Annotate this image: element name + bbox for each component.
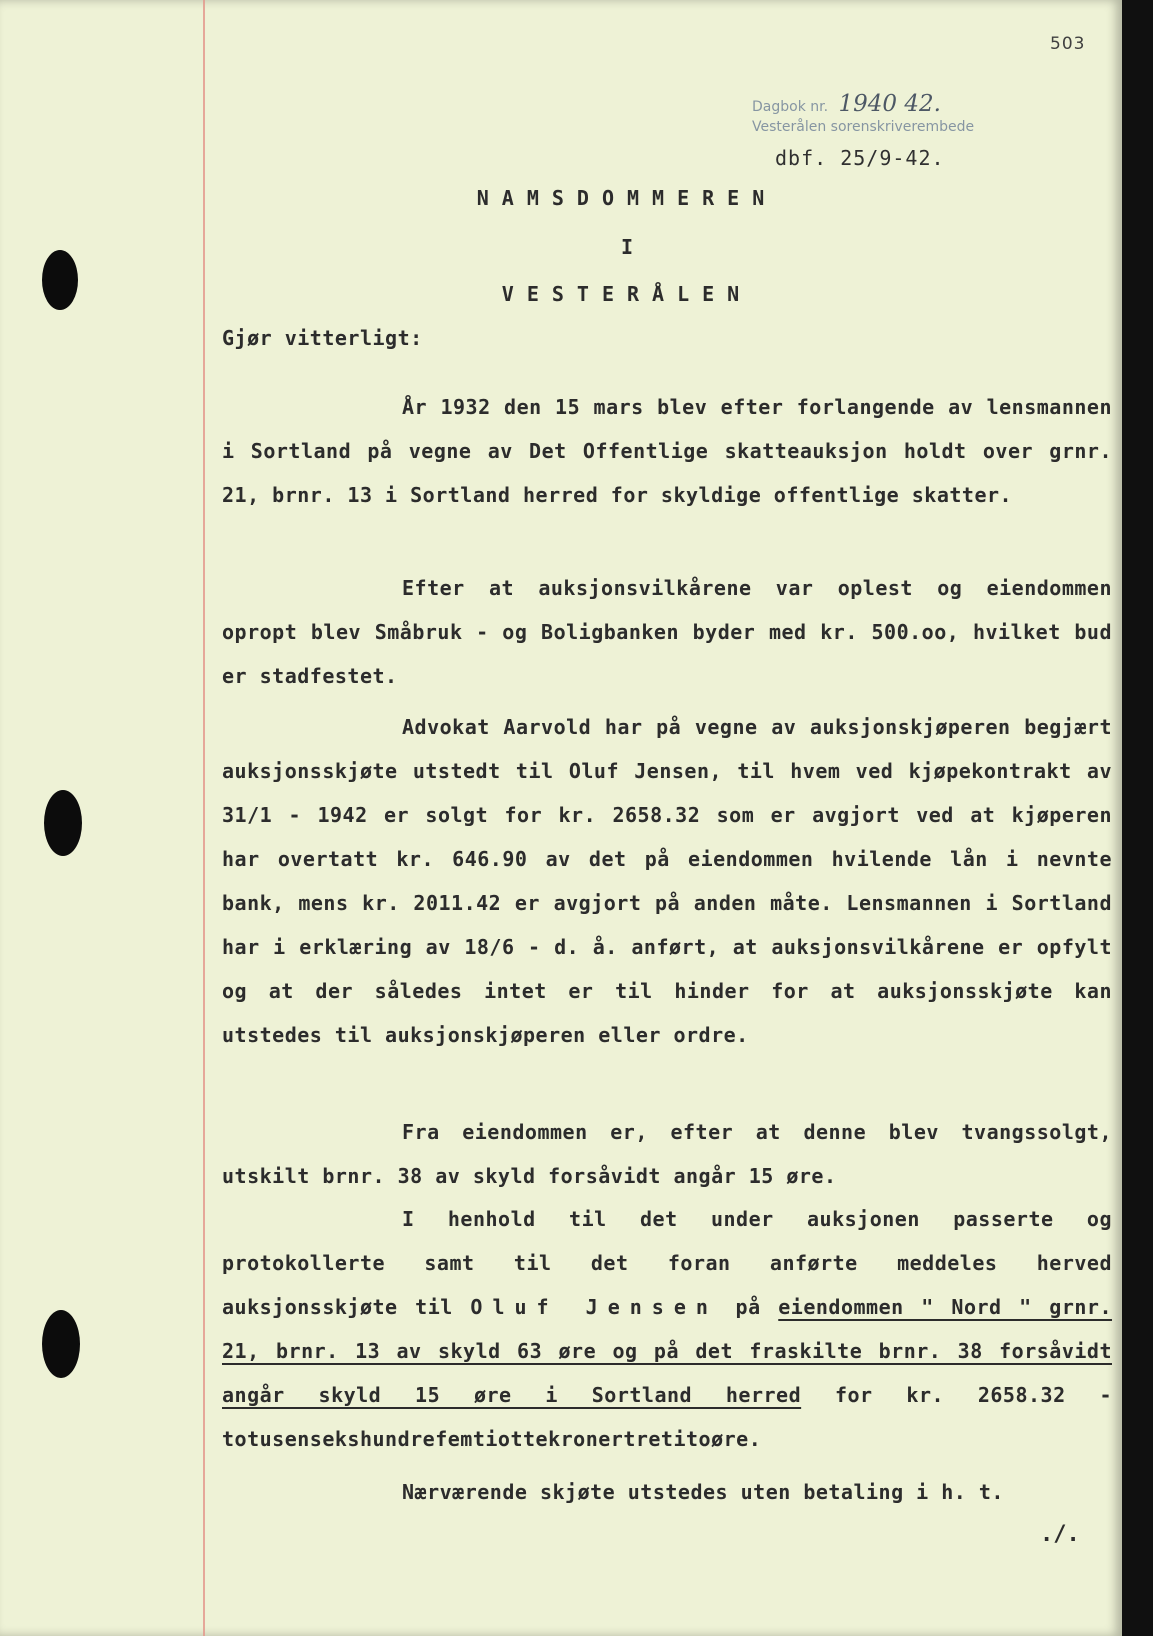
paragraph-6	[222, 1470, 1112, 1514]
paragraph-5-text-c: for kr. 2658.32 - totusensekshundrefemtiottekronertretitoøre.	[222, 1383, 1112, 1451]
paragraph-1	[222, 385, 1112, 517]
paragraph-5-text-b: på	[735, 1295, 761, 1319]
paragraph-2	[222, 566, 1112, 698]
registry-stamp	[752, 91, 1052, 137]
paragraph-1-text: År 1932 den 15 mars blev efter forlangende av lensmannen i Sortland på vegne av Det Offentlige skatteauksjon holdt over grnr. 21, brnr. 13 i Sortland herred for skyldige offentlige skatter.	[222, 395, 1112, 507]
stamp-office: Vesterålen sorenskriverembede	[752, 119, 975, 135]
binding-hole-bottom	[42, 1310, 80, 1378]
paragraph-5-text-a: I henhold til det under auksjonen passerte og protokollerte samt til det foran anførte meddeles herved auksjonsskjøte til	[222, 1207, 1112, 1319]
salutation: Gjør vitterligt:	[222, 326, 423, 350]
paragraph-4	[222, 1110, 1112, 1198]
heading-line-3: VESTERÅLEN	[501, 282, 753, 306]
property-description: eiendommen " Nord " grnr. 21, brnr. 13 av skyld 63 øre og på det fraskilte brnr. 38 forsåvidt angår skyld 15 øre i Sortland herred	[222, 1295, 1113, 1407]
paragraph-3-text: Advokat Aarvold har på vegne av auksjonskjøperen begjært auksjonsskjøte utstedt til Oluf Jensen, til hvem ved kjøpekontrakt av 31/1 - 1942 er solgt for kr. 2658.32 som er avgjort ved at kjøperen har overtatt kr. 646.90 av det på eiendommen hvilende lån i nevnte bank, mens kr. 2011.42 er avgjort på anden måte. Lensmannen i Sortland har i erklæring av 18/6 - d. å. anført, at auksjonsvilkårene er opfylt og at der således intet er til hinder for at auksjonsskjøte kan utstedes til auksjonskjøperen eller ordre.	[222, 715, 1112, 1047]
heading-line-2: I	[620, 235, 634, 259]
paragraph-2-text: Efter at auksjonsvilkårene var oplest og eiendommen opropt blev Småbruk - og Boligbanken byder med kr. 500.oo, hvilket bud er stadfestet.	[222, 576, 1112, 688]
paragraph-4-text: Fra eiendommen er, efter at denne blev tvangssolgt, utskilt brnr. 38 av skyld forsåvidt angår 15 øre.	[222, 1120, 1112, 1188]
paragraph-6-text: Nærværende skjøte utstedes uten betaling i h. t.	[402, 1480, 1004, 1504]
heading-line-1: NAMSDOMMEREN	[476, 186, 778, 210]
handwritten-number: 1940 42.	[838, 91, 941, 117]
continuation-mark: ./.	[1040, 1522, 1080, 1547]
binding-hole-middle	[44, 790, 82, 856]
page-number: 503	[1050, 34, 1086, 54]
buyer-name: Oluf Jensen	[470, 1295, 718, 1319]
stamp-label: Dagbok nr.	[752, 99, 829, 115]
stamp-date: dbf. 25/9-42.	[775, 146, 945, 170]
paragraph-3	[222, 705, 1112, 1057]
paragraph-5	[222, 1197, 1112, 1461]
